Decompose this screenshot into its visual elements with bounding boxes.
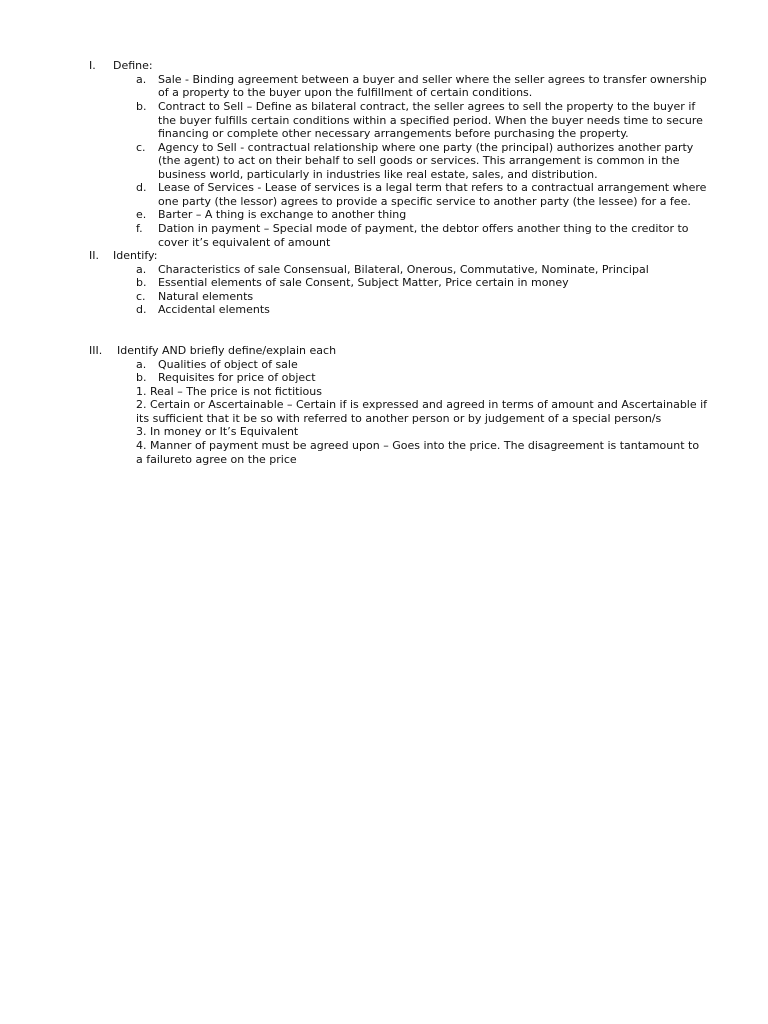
section-2-item-c-marker: c. <box>136 290 146 303</box>
section-3-item-b-line-1: Requisites for price of object <box>158 371 316 384</box>
section-1-item-d-marker: d. <box>136 181 147 194</box>
section-3-note-4-cont: a failureto agree on the price <box>136 453 297 466</box>
section-3-note-1: 1. Real – The price is not fictitious <box>136 385 322 398</box>
section-1-item-a-line-2: of a property to the buyer upon the fulfillment of certain conditions. <box>158 86 533 99</box>
section-3-item-a-line-1: Qualities of object of sale <box>158 358 298 371</box>
section-1-item-a-line-1: Sale - Binding agreement between a buyer and seller where the seller agrees to transfer ownership <box>158 73 707 86</box>
section-1-item-c-line-2: (the agent) to act on their behalf to sell goods or services. This arrangement is common in the <box>158 154 680 167</box>
section-3-item-a-marker: a. <box>136 358 147 371</box>
section-2-item-d-line-1: Accidental elements <box>158 303 270 316</box>
section-1-item-e-line-1: Barter – A thing is exchange to another thing <box>158 208 407 221</box>
section-1-item-b-line-1: Contract to Sell – Define as bilateral contract, the seller agrees to sell the property to the buyer if <box>158 100 696 113</box>
section-1-item-b-marker: b. <box>136 100 147 113</box>
section-1-item-f-marker: f. <box>136 222 143 235</box>
section-2-item-b-marker: b. <box>136 276 147 289</box>
section-1-item-b-line-3: financing or complete other necessary arrangements before purchasing the property. <box>158 127 629 140</box>
section-3-numeral: III. <box>89 344 103 357</box>
section-3-note-3: 3. In money or It’s Equivalent <box>136 425 299 438</box>
section-1-item-d-line-1: Lease of Services - Lease of services is a legal term that refers to a contractual arrangement where <box>158 181 707 194</box>
section-1-item-a-marker: a. <box>136 73 147 86</box>
section-1-item-f-line-1: Dation in payment – Special mode of payment, the debtor offers another thing to the creditor to <box>158 222 689 235</box>
section-1-item-c-marker: c. <box>136 141 146 154</box>
section-3-note-2: 2. Certain or Ascertainable – Certain if is expressed and agreed in terms of amount and Ascertainable if <box>136 398 708 411</box>
section-1-item-d-line-2: one party (the lessor) agrees to provide a specific service to another party (the lessee) for a fee. <box>158 195 691 208</box>
section-2-item-d-marker: d. <box>136 303 147 316</box>
section-2-numeral: II. <box>89 249 99 262</box>
section-1-heading: Define: <box>113 59 153 72</box>
section-3-heading: Identify AND briefly define/explain each <box>117 344 337 357</box>
section-1-item-c-line-3: business world, particularly in industries like real estate, sales, and distribution. <box>158 168 598 181</box>
section-3-note-2-cont: its sufficient that it be so with referred to another person or by judgement of a special person/s <box>136 412 662 425</box>
section-1-numeral: I. <box>89 59 96 72</box>
section-2-heading: Identify: <box>113 249 158 262</box>
section-2-item-c-line-1: Natural elements <box>158 290 254 303</box>
section-1-item-e-marker: e. <box>136 208 147 221</box>
section-1-item-c-line-1: Agency to Sell - contractual relationship where one party (the principal) authorizes another party <box>158 141 694 154</box>
section-3-note-4: 4. Manner of payment must be agreed upon – Goes into the price. The disagreement is tantamount to <box>136 439 700 452</box>
section-1-item-f-line-2: cover it’s equivalent of amount <box>158 236 331 249</box>
section-2-item-a-line-1: Characteristics of sale Consensual, Bilateral, Onerous, Commutative, Nominate, Principal <box>158 263 649 276</box>
section-1-item-b-line-2: the buyer fulfills certain conditions within a specified period. When the buyer needs time to secure <box>158 114 703 127</box>
section-2-item-b-line-1: Essential elements of sale Consent, Subject Matter, Price certain in money <box>158 276 569 289</box>
section-2-item-a-marker: a. <box>136 263 147 276</box>
section-3-item-b-marker: b. <box>136 371 147 384</box>
